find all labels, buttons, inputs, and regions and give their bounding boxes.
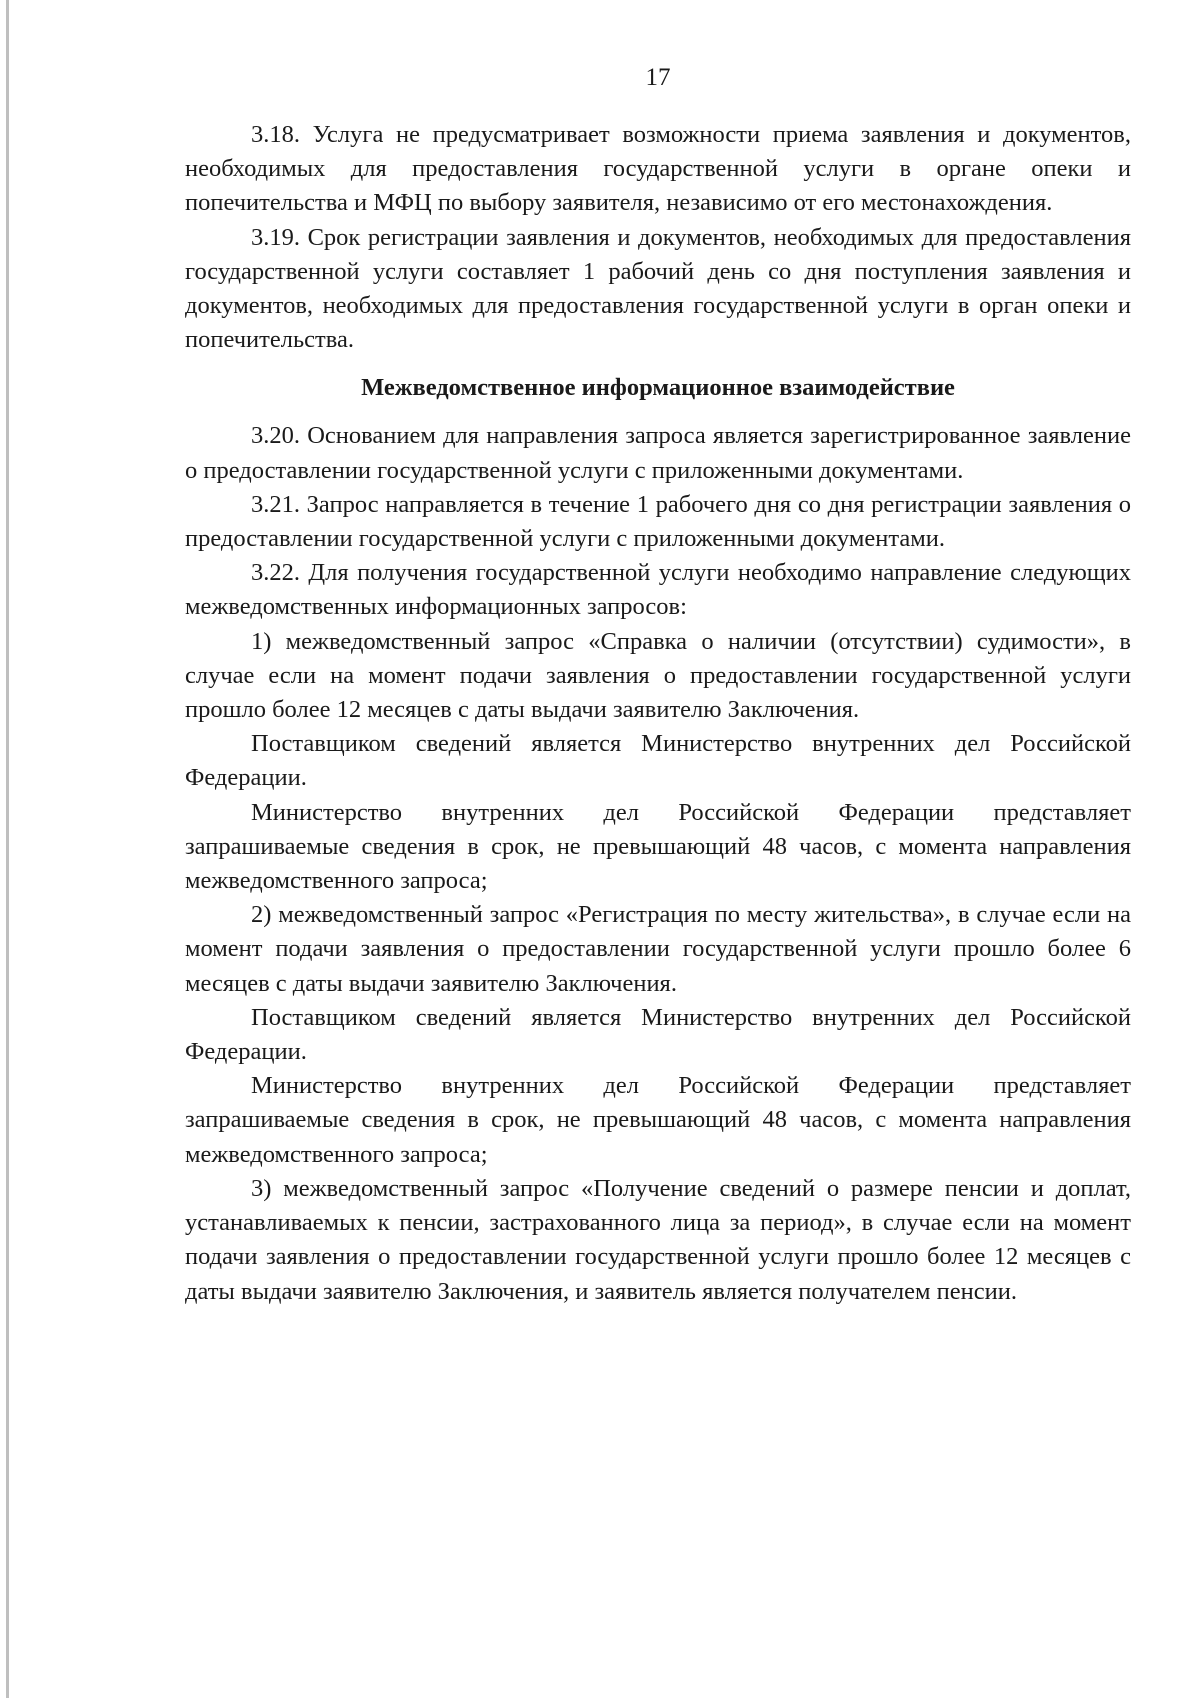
- page-number: 17: [645, 64, 671, 91]
- paragraph-3-19: 3.19. Срок регистрации заявления и документов, необходимых для предоставления государственной услуги составляет 1 рабочий день со дня поступления заявления и документов, необходимых для предоставления государственной услуги в орган опеки и попечительства.: [185, 223, 1131, 354]
- scan-edge-shadow: [6, 0, 9, 1698]
- paragraph-ministry-2: Министерство внутренних дел Российской Федерации представляет запрашиваемые сведения в срок, не превышающий 48 часов, с момента направления межведомственного запроса;: [185, 1072, 1131, 1168]
- list-item-1: 1) межведомственный запрос «Справка о наличии (отсутствии) судимости», в случае если на момент подачи заявления о предоставлении государственной услуги прошло более 12 месяцев с даты выдачи заявителю Заключения.: [185, 627, 1131, 724]
- list-item-2: 2) межведомственный запрос «Регистрация по месту жительства», в случае если на момент подачи заявления о предоставлении государственной услуги прошло более 6 месяцев с даты выдачи заявителю Заключения.: [185, 901, 1131, 997]
- section-heading: Межведомственное информационное взаимодействие: [361, 374, 955, 402]
- document-page: [185, 62, 1131, 1309]
- list-item-3: 3) межведомственный запрос «Получение сведений о размере пенсии и доплат, устанавливаемых к пенсии, застрахованного лица за период», в случае если на момент подачи заявления о предоставлении государственной услуги прошло более 12 месяцев с даты выдачи заявителю Заключения, и заявитель является получателем пенсии.: [185, 1174, 1131, 1305]
- paragraph-3-21: 3.21. Запрос направляется в течение 1 рабочего дня со дня регистрации заявления о предоставлении государственной услуги с приложенными документами.: [185, 490, 1131, 553]
- paragraph-supplier-1: Поставщиком сведений является Министерство внутренних дел Российской Федерации.: [185, 730, 1131, 792]
- paragraph-supplier-2: Поставщиком сведений является Министерство внутренних дел Российской Федерации.: [185, 1003, 1131, 1066]
- paragraph-3-22: 3.22. Для получения государственной услуги необходимо направление следующих межведомственных информационных запросов:: [185, 559, 1131, 621]
- paragraph-3-20: 3.20. Основанием для направления запроса является зарегистрированное заявление о предоставлении государственной услуги с приложенными документами.: [185, 422, 1131, 484]
- paragraph-ministry-1: Министерство внутренних дел Российской Федерации представляет запрашиваемые сведения в срок, не превышающий 48 часов, с момента направления межведомственного запроса;: [185, 798, 1131, 895]
- paragraph-3-18: 3.18. Услуга не предусматривает возможности приема заявления и документов, необходимых для предоставления государственной услуги в органе опеки и попечительства и МФЦ по выбору заявителя, независимо от его местонахождения.: [185, 121, 1131, 217]
